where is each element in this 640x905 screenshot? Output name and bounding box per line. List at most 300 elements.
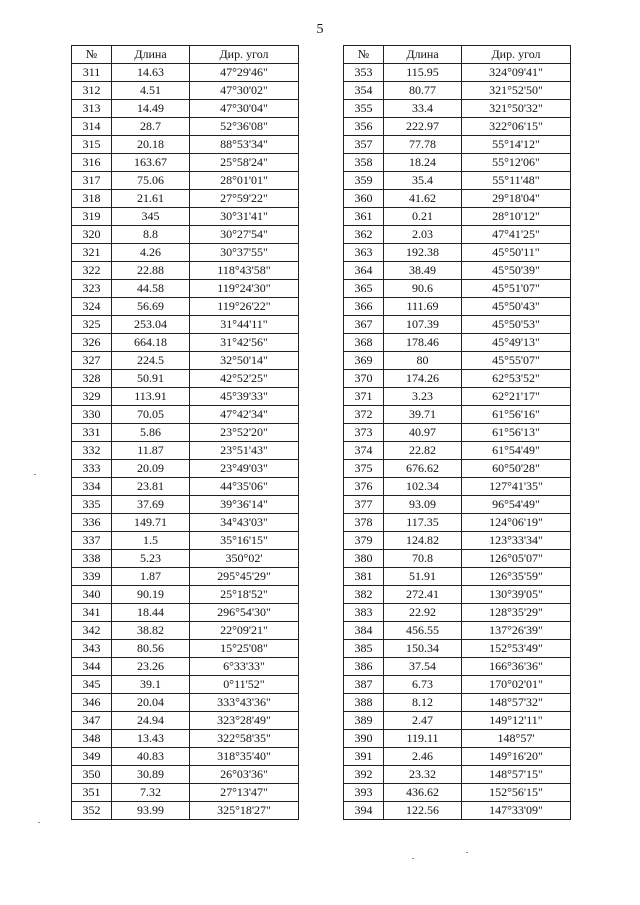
cell-length: 80.77 (384, 82, 462, 100)
cell-angle: 62°21'17" (462, 388, 571, 406)
cell-length: 70.8 (384, 550, 462, 568)
cell-length: 8.12 (384, 694, 462, 712)
cell-length: 93.09 (384, 496, 462, 514)
table-row (72, 784, 299, 802)
cell-number: 333 (72, 460, 112, 478)
cell-angle: 55°12'06" (462, 154, 571, 172)
table-row (72, 442, 299, 460)
cell-angle: 170°02'01" (462, 676, 571, 694)
cell-angle: 32°50'14" (190, 352, 299, 370)
cell-number: 342 (72, 622, 112, 640)
cell-length: 38.49 (384, 262, 462, 280)
cell-length: 13.43 (112, 730, 190, 748)
cell-angle: 127°41'35" (462, 478, 571, 496)
table-row (72, 244, 299, 262)
cell-length: 7.32 (112, 784, 190, 802)
table-row (344, 622, 571, 640)
table-row (72, 334, 299, 352)
cell-number: 351 (72, 784, 112, 802)
table-row (72, 604, 299, 622)
table-row (72, 730, 299, 748)
cell-length: 4.26 (112, 244, 190, 262)
cell-number: 362 (344, 226, 384, 244)
cell-length: 345 (112, 208, 190, 226)
cell-angle: 27°59'22" (190, 190, 299, 208)
cell-number: 338 (72, 550, 112, 568)
cell-length: 75.06 (112, 172, 190, 190)
cell-number: 375 (344, 460, 384, 478)
table-row (72, 118, 299, 136)
table-body-left (72, 64, 299, 820)
cell-angle: 52°36'08" (190, 118, 299, 136)
cell-angle: 27°13'47" (190, 784, 299, 802)
cell-length: 21.61 (112, 190, 190, 208)
cell-angle: 333°43'36" (190, 694, 299, 712)
cell-angle: 39°36'14" (190, 496, 299, 514)
cell-number: 327 (72, 352, 112, 370)
table-header-row (344, 46, 571, 64)
cell-angle: 61°54'49" (462, 442, 571, 460)
cell-length: 20.04 (112, 694, 190, 712)
cell-number: 324 (72, 298, 112, 316)
table-row (344, 532, 571, 550)
cell-angle: 295°45'29" (190, 568, 299, 586)
cell-length: 51.91 (384, 568, 462, 586)
cell-angle: 137°26'39" (462, 622, 571, 640)
cell-angle: 45°50'43" (462, 298, 571, 316)
cell-number: 379 (344, 532, 384, 550)
table-row (72, 640, 299, 658)
cell-number: 318 (72, 190, 112, 208)
cell-length: 33.4 (384, 100, 462, 118)
table-row (72, 496, 299, 514)
cell-angle: 47°41'25" (462, 226, 571, 244)
table-row (344, 172, 571, 190)
cell-length: 37.69 (112, 496, 190, 514)
cell-angle: 62°53'52" (462, 370, 571, 388)
table-row (72, 766, 299, 784)
cell-length: 224.5 (112, 352, 190, 370)
table-row (72, 64, 299, 82)
cell-length: 20.18 (112, 136, 190, 154)
cell-number: 380 (344, 550, 384, 568)
cell-length: 14.63 (112, 64, 190, 82)
cell-angle: 23°51'43" (190, 442, 299, 460)
cell-number: 336 (72, 514, 112, 532)
table-row (344, 190, 571, 208)
cell-length: 39.71 (384, 406, 462, 424)
table-row (344, 424, 571, 442)
cell-length: 150.34 (384, 640, 462, 658)
cell-angle: 318°35'40" (190, 748, 299, 766)
table-row (72, 514, 299, 532)
cell-number: 370 (344, 370, 384, 388)
table-row (72, 370, 299, 388)
cell-length: 163.67 (112, 154, 190, 172)
cell-angle: 15°25'08" (190, 640, 299, 658)
cell-number: 321 (72, 244, 112, 262)
cell-angle: 45°51'07" (462, 280, 571, 298)
cell-angle: 45°49'13" (462, 334, 571, 352)
cell-angle: 25°18'52" (190, 586, 299, 604)
cell-number: 364 (344, 262, 384, 280)
cell-length: 93.99 (112, 802, 190, 820)
cell-angle: 47°30'04" (190, 100, 299, 118)
table-row (72, 298, 299, 316)
cell-length: 70.05 (112, 406, 190, 424)
cell-angle: 25°58'24" (190, 154, 299, 172)
cell-angle: 324°09'41" (462, 64, 571, 82)
cell-angle: 296°54'30" (190, 604, 299, 622)
cell-angle: 34°43'03" (190, 514, 299, 532)
cell-number: 361 (344, 208, 384, 226)
cell-length: 4.51 (112, 82, 190, 100)
cell-length: 8.8 (112, 226, 190, 244)
cell-number: 384 (344, 622, 384, 640)
cell-angle: 61°56'16" (462, 406, 571, 424)
table-row (72, 586, 299, 604)
cell-length: 90.6 (384, 280, 462, 298)
cell-angle: 31°44'11" (190, 316, 299, 334)
table-row (344, 640, 571, 658)
cell-length: 102.34 (384, 478, 462, 496)
table-row (344, 154, 571, 172)
cell-angle: 148°57' (462, 730, 571, 748)
cell-angle: 60°50'28" (462, 460, 571, 478)
cell-length: 456.55 (384, 622, 462, 640)
cell-number: 387 (344, 676, 384, 694)
header-length: Длина (384, 46, 462, 64)
table-row (72, 388, 299, 406)
cell-number: 350 (72, 766, 112, 784)
table-row (344, 334, 571, 352)
cell-length: 664.18 (112, 334, 190, 352)
cell-angle: 350°02' (190, 550, 299, 568)
header-length: Длина (112, 46, 190, 64)
table-row (72, 316, 299, 334)
table-row (344, 352, 571, 370)
table-row (72, 532, 299, 550)
cell-angle: 322°58'35" (190, 730, 299, 748)
table-row (344, 388, 571, 406)
cell-number: 353 (344, 64, 384, 82)
table-row (72, 262, 299, 280)
header-number: № (344, 46, 384, 64)
cell-angle: 45°50'53" (462, 316, 571, 334)
cell-number: 345 (72, 676, 112, 694)
cell-angle: 124°06'19" (462, 514, 571, 532)
table-row (72, 190, 299, 208)
cell-length: 24.94 (112, 712, 190, 730)
cell-angle: 130°39'05" (462, 586, 571, 604)
table-row (72, 226, 299, 244)
cell-angle: 31°42'56" (190, 334, 299, 352)
cell-angle: 147°33'09" (462, 802, 571, 820)
table-body-right (344, 64, 571, 820)
cell-number: 388 (344, 694, 384, 712)
cell-angle: 42°52'25" (190, 370, 299, 388)
cell-number: 372 (344, 406, 384, 424)
cell-angle: 126°35'59" (462, 568, 571, 586)
cell-angle: 61°56'13" (462, 424, 571, 442)
table-row (344, 514, 571, 532)
table-row (344, 658, 571, 676)
cell-length: 107.39 (384, 316, 462, 334)
cell-number: 343 (72, 640, 112, 658)
cell-length: 149.71 (112, 514, 190, 532)
cell-number: 352 (72, 802, 112, 820)
cell-angle: 152°53'49" (462, 640, 571, 658)
cell-length: 115.95 (384, 64, 462, 82)
cell-length: 178.46 (384, 334, 462, 352)
cell-length: 117.35 (384, 514, 462, 532)
table-row (72, 136, 299, 154)
cell-length: 1.5 (112, 532, 190, 550)
cell-angle: 47°29'46" (190, 64, 299, 82)
scan-speck (38, 822, 40, 823)
cell-length: 676.62 (384, 460, 462, 478)
cell-length: 124.82 (384, 532, 462, 550)
cell-angle: 45°50'11" (462, 244, 571, 262)
cell-number: 367 (344, 316, 384, 334)
table-row (72, 280, 299, 298)
cell-length: 41.62 (384, 190, 462, 208)
cell-length: 80.56 (112, 640, 190, 658)
cell-number: 349 (72, 748, 112, 766)
table-row (344, 442, 571, 460)
cell-angle: 30°27'54" (190, 226, 299, 244)
cell-length: 22.82 (384, 442, 462, 460)
table-row (72, 406, 299, 424)
table-row (344, 262, 571, 280)
table-row (344, 496, 571, 514)
cell-number: 330 (72, 406, 112, 424)
cell-number: 373 (344, 424, 384, 442)
cell-length: 272.41 (384, 586, 462, 604)
cell-angle: 166°36'36" (462, 658, 571, 676)
cell-number: 378 (344, 514, 384, 532)
table-row (344, 118, 571, 136)
cell-number: 323 (72, 280, 112, 298)
table-row (72, 568, 299, 586)
cell-number: 329 (72, 388, 112, 406)
cell-number: 358 (344, 154, 384, 172)
coordinates-table-right (343, 45, 571, 820)
table-row (72, 208, 299, 226)
table-row (344, 694, 571, 712)
table-row (344, 208, 571, 226)
cell-length: 5.86 (112, 424, 190, 442)
cell-number: 368 (344, 334, 384, 352)
cell-length: 122.56 (384, 802, 462, 820)
cell-number: 339 (72, 568, 112, 586)
cell-number: 344 (72, 658, 112, 676)
table-row (344, 316, 571, 334)
cell-angle: 148°57'15" (462, 766, 571, 784)
cell-angle: 23°49'03" (190, 460, 299, 478)
cell-length: 20.09 (112, 460, 190, 478)
cell-length: 3.23 (384, 388, 462, 406)
cell-length: 119.11 (384, 730, 462, 748)
cell-length: 38.82 (112, 622, 190, 640)
cell-length: 30.89 (112, 766, 190, 784)
cell-length: 113.91 (112, 388, 190, 406)
table-row (72, 82, 299, 100)
cell-length: 56.69 (112, 298, 190, 316)
cell-number: 376 (344, 478, 384, 496)
cell-length: 80 (384, 352, 462, 370)
cell-angle: 26°03'36" (190, 766, 299, 784)
cell-length: 23.32 (384, 766, 462, 784)
cell-number: 337 (72, 532, 112, 550)
cell-number: 348 (72, 730, 112, 748)
cell-number: 374 (344, 442, 384, 460)
cell-length: 192.38 (384, 244, 462, 262)
table-row (72, 748, 299, 766)
table-row (72, 712, 299, 730)
table-row (344, 712, 571, 730)
cell-number: 347 (72, 712, 112, 730)
table-row (344, 586, 571, 604)
cell-number: 385 (344, 640, 384, 658)
cell-number: 366 (344, 298, 384, 316)
cell-number: 354 (344, 82, 384, 100)
cell-angle: 0°11'52" (190, 676, 299, 694)
cell-angle: 118°43'58" (190, 262, 299, 280)
cell-length: 40.97 (384, 424, 462, 442)
cell-angle: 28°01'01" (190, 172, 299, 190)
cell-number: 381 (344, 568, 384, 586)
cell-angle: 55°11'48" (462, 172, 571, 190)
cell-number: 357 (344, 136, 384, 154)
cell-number: 313 (72, 100, 112, 118)
cell-length: 22.92 (384, 604, 462, 622)
cell-angle: 152°56'15" (462, 784, 571, 802)
cell-angle: 119°26'22" (190, 298, 299, 316)
table-row (344, 730, 571, 748)
cell-number: 317 (72, 172, 112, 190)
cell-angle: 149°12'11" (462, 712, 571, 730)
cell-angle: 126°05'07" (462, 550, 571, 568)
table-row (344, 460, 571, 478)
table-row (344, 676, 571, 694)
cell-length: 39.1 (112, 676, 190, 694)
cell-angle: 55°14'12" (462, 136, 571, 154)
scan-speck (412, 858, 414, 859)
cell-angle: 325°18'27" (190, 802, 299, 820)
cell-length: 2.47 (384, 712, 462, 730)
cell-angle: 323°28'49" (190, 712, 299, 730)
cell-angle: 47°42'34" (190, 406, 299, 424)
table-row (344, 298, 571, 316)
cell-number: 365 (344, 280, 384, 298)
cell-angle: 123°33'34" (462, 532, 571, 550)
cell-angle: 321°52'50" (462, 82, 571, 100)
cell-number: 341 (72, 604, 112, 622)
cell-number: 377 (344, 496, 384, 514)
cell-length: 1.87 (112, 568, 190, 586)
table-row (72, 694, 299, 712)
table-row (344, 136, 571, 154)
table-row (72, 424, 299, 442)
cell-angle: 35°16'15" (190, 532, 299, 550)
cell-angle: 29°18'04" (462, 190, 571, 208)
cell-length: 18.24 (384, 154, 462, 172)
table-row (72, 658, 299, 676)
table-row (72, 352, 299, 370)
table-row (344, 226, 571, 244)
cell-angle: 148°57'32" (462, 694, 571, 712)
cell-number: 319 (72, 208, 112, 226)
cell-number: 328 (72, 370, 112, 388)
cell-angle: 45°55'07" (462, 352, 571, 370)
cell-angle: 6°33'33" (190, 658, 299, 676)
cell-angle: 47°30'02" (190, 82, 299, 100)
cell-number: 334 (72, 478, 112, 496)
table-row (344, 766, 571, 784)
cell-number: 311 (72, 64, 112, 82)
cell-angle: 322°06'15" (462, 118, 571, 136)
cell-length: 0.21 (384, 208, 462, 226)
cell-number: 355 (344, 100, 384, 118)
table-row (72, 622, 299, 640)
cell-number: 332 (72, 442, 112, 460)
cell-length: 436.62 (384, 784, 462, 802)
cell-angle: 45°39'33" (190, 388, 299, 406)
header-angle: Дир. угол (462, 46, 571, 64)
cell-number: 320 (72, 226, 112, 244)
header-number: № (72, 46, 112, 64)
cell-length: 23.26 (112, 658, 190, 676)
cell-length: 2.03 (384, 226, 462, 244)
table-row (72, 478, 299, 496)
cell-number: 371 (344, 388, 384, 406)
cell-number: 316 (72, 154, 112, 172)
cell-length: 18.44 (112, 604, 190, 622)
cell-number: 392 (344, 766, 384, 784)
table-row (344, 784, 571, 802)
cell-number: 325 (72, 316, 112, 334)
cell-number: 363 (344, 244, 384, 262)
cell-angle: 22°09'21" (190, 622, 299, 640)
cell-angle: 128°35'29" (462, 604, 571, 622)
cell-number: 335 (72, 496, 112, 514)
table-row (344, 64, 571, 82)
header-angle: Дир. угол (190, 46, 299, 64)
table-row (72, 550, 299, 568)
cell-number: 356 (344, 118, 384, 136)
table-row (344, 748, 571, 766)
cell-length: 11.87 (112, 442, 190, 460)
cell-angle: 23°52'20" (190, 424, 299, 442)
table-row (72, 172, 299, 190)
cell-angle: 149°16'20" (462, 748, 571, 766)
cell-length: 174.26 (384, 370, 462, 388)
table-row (72, 676, 299, 694)
cell-angle: 44°35'06" (190, 478, 299, 496)
cell-angle: 96°54'49" (462, 496, 571, 514)
table-row (344, 802, 571, 820)
cell-number: 315 (72, 136, 112, 154)
table-header-row (72, 46, 299, 64)
table-row (344, 478, 571, 496)
table-row (344, 550, 571, 568)
cell-number: 322 (72, 262, 112, 280)
cell-length: 77.78 (384, 136, 462, 154)
cell-number: 326 (72, 334, 112, 352)
cell-number: 314 (72, 118, 112, 136)
cell-length: 222.97 (384, 118, 462, 136)
